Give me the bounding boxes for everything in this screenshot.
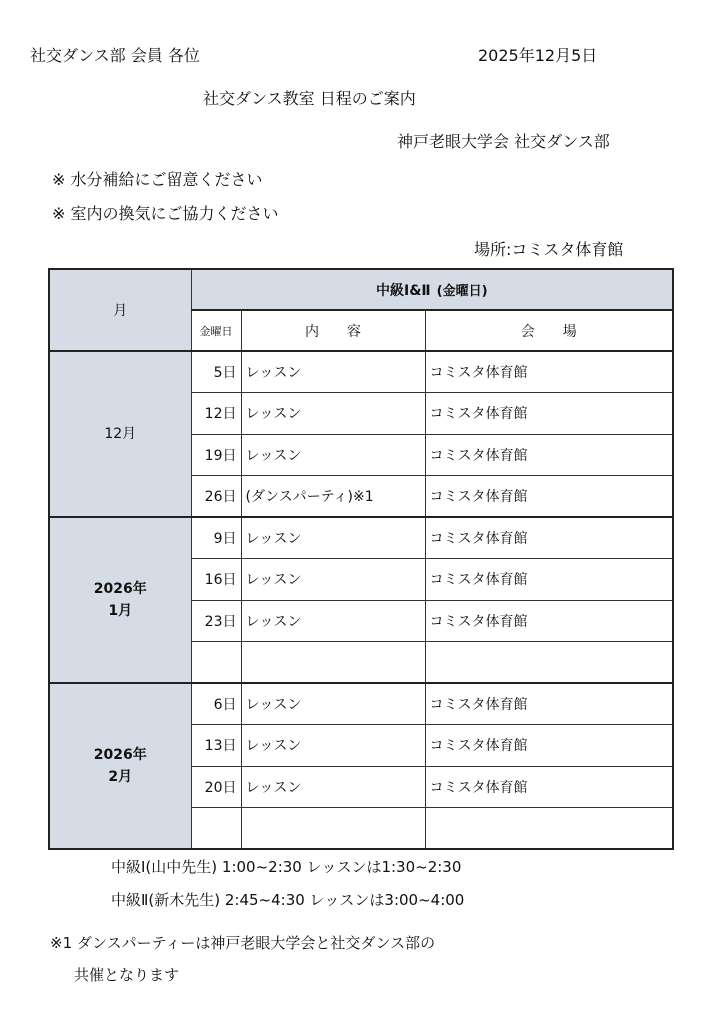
organization-name: 神戸老眼大学会 社交ダンス部 [397, 132, 610, 151]
document-date: 2025年12月5日 [478, 46, 598, 65]
venue-cell [425, 808, 673, 850]
document-title: 社交ダンス教室 日程のご案内 [203, 89, 416, 108]
venue-cell: コミスタ体育館 [425, 766, 673, 808]
content-cell: レッスン [241, 683, 425, 725]
day-column-header: 金曜日 [191, 310, 241, 351]
venue-cell: コミスタ体育館 [425, 476, 673, 518]
content-cell: レッスン [241, 517, 425, 559]
venue-cell: コミスタ体育館 [425, 559, 673, 601]
venue-cell: コミスタ体育館 [425, 725, 673, 767]
class1-time: 中級Ⅰ(山中先生) 1:00~2:30 レッスンは1:30~2:30 [111, 858, 462, 876]
day-cell: 16日 [191, 559, 241, 601]
venue-cell: コミスタ体育館 [425, 434, 673, 476]
day-cell: 5日 [191, 351, 241, 393]
table-title-row [49, 269, 673, 310]
recipient-text: 社交ダンス部 会員 各位 [30, 46, 200, 65]
schedule-table [48, 268, 674, 850]
content-cell: レッスン [241, 559, 425, 601]
content-cell [241, 808, 425, 850]
content-cell: レッスン [241, 766, 425, 808]
day-cell [191, 642, 241, 684]
class-title: 中級Ⅰ&Ⅱ [375, 282, 431, 299]
location-text: 場所:コミスタ体育館 [474, 240, 624, 259]
day-cell [191, 808, 241, 850]
day-cell: 26日 [191, 476, 241, 518]
day-cell: 9日 [191, 517, 241, 559]
table-row [49, 683, 673, 725]
content-cell: レッスン [241, 434, 425, 476]
table-row [49, 517, 673, 559]
footnote-line2: 共催となります [74, 966, 180, 984]
content-cell: レッスン [241, 600, 425, 642]
venue-column-header: 会 場 [425, 310, 673, 351]
content-cell: レッスン [241, 725, 425, 767]
month-column-header: 月 [49, 269, 191, 351]
venue-cell: コミスタ体育館 [425, 683, 673, 725]
content-cell [241, 642, 425, 684]
venue-cell: コミスタ体育館 [425, 351, 673, 393]
venue-cell: コミスタ体育館 [425, 600, 673, 642]
class-title-sub: (金曜日) [436, 283, 488, 299]
day-cell: 20日 [191, 766, 241, 808]
venue-cell [425, 642, 673, 684]
class2-time: 中級Ⅱ(新木先生) 2:45~4:30 レッスンは3:00~4:00 [111, 891, 465, 909]
content-cell: レッスン [241, 351, 425, 393]
month-label-dec: 12月 [49, 351, 191, 517]
day-cell: 23日 [191, 600, 241, 642]
day-cell: 13日 [191, 725, 241, 767]
day-cell: 6日 [191, 683, 241, 725]
month-label-jan: 2026年 1月 [49, 517, 191, 683]
content-column-header: 内 容 [241, 310, 425, 351]
content-cell: (ダンスパーティ)※1 [241, 476, 425, 518]
note-ventilation: ※ 室内の換気にご協力ください [52, 204, 279, 223]
day-cell: 12日 [191, 393, 241, 435]
table-row [49, 351, 673, 393]
month-label-feb: 2026年 2月 [49, 683, 191, 849]
content-cell: レッスン [241, 393, 425, 435]
class-title-header [191, 269, 673, 310]
day-cell: 19日 [191, 434, 241, 476]
note-hydration: ※ 水分補給にご留意ください [52, 170, 263, 189]
venue-cell: コミスタ体育館 [425, 393, 673, 435]
venue-cell: コミスタ体育館 [425, 517, 673, 559]
footnote-line1: ※1 ダンスパーティーは神戸老眼大学会と社交ダンス部の [50, 934, 436, 952]
